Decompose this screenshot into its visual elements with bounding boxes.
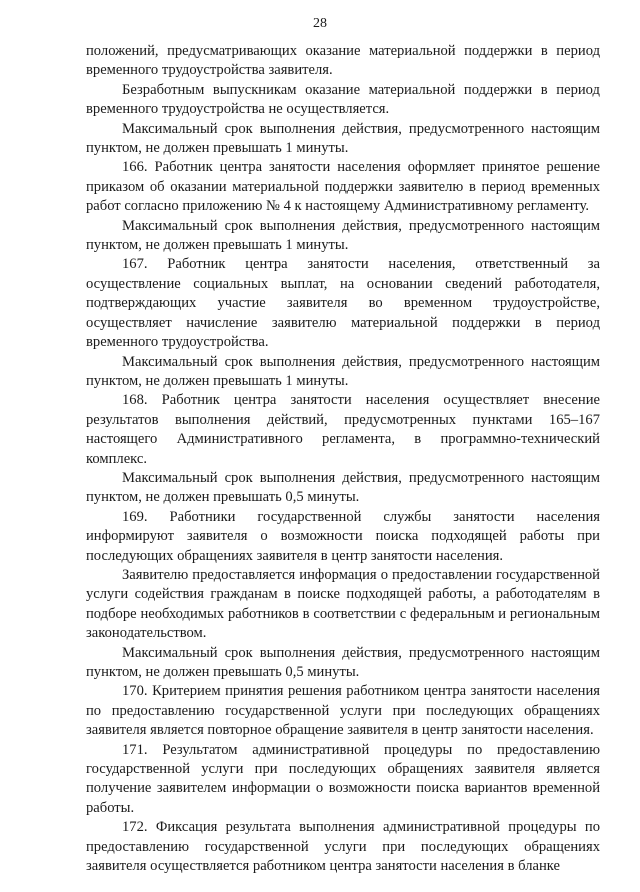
page-number: 28 <box>313 16 327 31</box>
paragraph: 172. Фиксация результата выполнения административной процедуры по предоставлению государственной услуги при последующих обращениях заявителя осуществляется работником центра занятости населения в бланке <box>86 819 600 875</box>
paragraph: 167. Работник центра занятости населения, ответственный за осуществление социальных выплат, на основании сведений работодателя, подтверждающих участие заявителя во временном трудоустройстве, осуществляет начисление заявителю материальной поддержки в период временного трудоустройства. <box>86 256 600 351</box>
paragraph: Максимальный срок выполнения действия, предусмотренного настоящим пунктом, не должен превышать 1 минуты. <box>86 120 600 157</box>
paragraph: 169. Работники государственной службы занятости населения информируют заявителя о возможности поиска подходящей работы при последующих обращениях заявителя в центр занятости населения. <box>86 508 600 564</box>
paragraph: положений, предусматривающих оказание материальной поддержки в период временного трудоустройства заявителя. <box>86 43 600 79</box>
paragraph: 166. Работник центра занятости населения оформляет принятое решение приказом об оказании материальной поддержки заявителю в период временных работ согласно приложению № 4 к настоящему Административному регламенту. <box>86 159 600 215</box>
paragraph: Максимальный срок выполнения действия, предусмотренного настоящим пунктом, не должен превышать 1 минуты. <box>86 353 600 389</box>
paragraph: Максимальный срок выполнения действия, предусмотренного настоящим пунктом, не должен превышать 0,5 минуты. <box>86 469 600 506</box>
paragraph: 171. Результатом административной процедуры по предоставлению государственной услуги при последующих обращениях заявителя является получение заявителем информации о возможности поиска вариантов временной работы. <box>86 741 600 816</box>
paragraph: Заявителю предоставляется информация о предоставлении государственной услуги содействия гражданам в поиске подходящей работы, а работодателям в подборе необходимых работников в соответствии с федеральным и региональным законодательством. <box>86 566 600 642</box>
paragraph: Максимальный срок выполнения действия, предусмотренного настоящим пунктом, не должен превышать 1 минуты. <box>86 217 600 254</box>
paragraph: 170. Критерием принятия решения работником центра занятости населения по предоставлению государственной услуги при последующих обращениях заявителя является повторное обращение заявителя в центр занятости населения. <box>86 683 600 739</box>
paragraph: Максимальный срок выполнения действия, предусмотренного настоящим пунктом, не должен превышать 0,5 минуты. <box>86 644 600 680</box>
paragraph: Безработным выпускникам оказание материальной поддержки в период временного трудоустройства не осуществляется. <box>86 81 600 118</box>
document-body <box>86 42 600 876</box>
paragraph: 168. Работник центра занятости населения осуществляет внесение результатов выполнения действий, предусмотренных пунктами 165–167 настоящего Административного регламента, в программно-технический комплекс. <box>86 392 600 467</box>
